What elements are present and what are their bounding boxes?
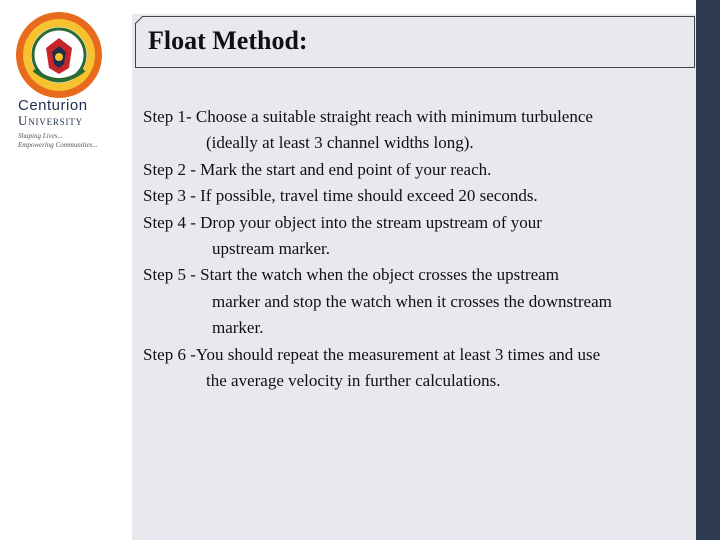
step-5-line-3: marker. (212, 318, 264, 338)
step-6 (143, 342, 688, 395)
step-6-line-1: Step 6 -You should repeat the measurement at least 3 times and use (143, 344, 601, 364)
step-3-line-1: Step 3 - If possible, travel time should exceed 20 seconds. (143, 186, 538, 206)
step-1-line-1: Step 1- Choose a suitable straight reach with minimum turbulence (143, 107, 593, 126)
university-emblem-icon (14, 10, 104, 100)
brand-university: University (18, 113, 83, 128)
step-4-line-2: upstream marker. (212, 239, 331, 259)
step-3 (143, 183, 688, 209)
sidebar (0, 0, 130, 540)
step-4-line-1: Step 4 - Drop your object into the stream upstream of your (143, 212, 542, 232)
brand-tagline (18, 132, 130, 150)
step-2 (143, 157, 688, 183)
brand-tagline-line-2: Empowering Communities... (18, 141, 98, 149)
step-6-line-2: the average velocity in further calculations. (206, 371, 501, 391)
step-1 (143, 104, 688, 157)
slide-title: Float Method: (148, 26, 308, 55)
step-5-line-1: Step 5 - Start the watch when the object crosses the upstream (143, 265, 559, 285)
right-accent-bar (696, 0, 720, 540)
step-1-line-2: (ideally at least 3 channel widths long). (206, 133, 474, 153)
brand-name: Centurion (18, 97, 88, 114)
step-5 (143, 262, 688, 341)
step-5-line-2: marker and stop the watch when it crosses the downstream (212, 291, 612, 311)
step-4 (143, 210, 688, 263)
step-2-line-1: Step 2 - Mark the start and end point of your reach. (143, 159, 492, 179)
title-corner-decoration (133, 14, 145, 26)
steps-list (143, 104, 688, 394)
brand-tagline-line-1: Shaping Lives... (18, 132, 63, 140)
